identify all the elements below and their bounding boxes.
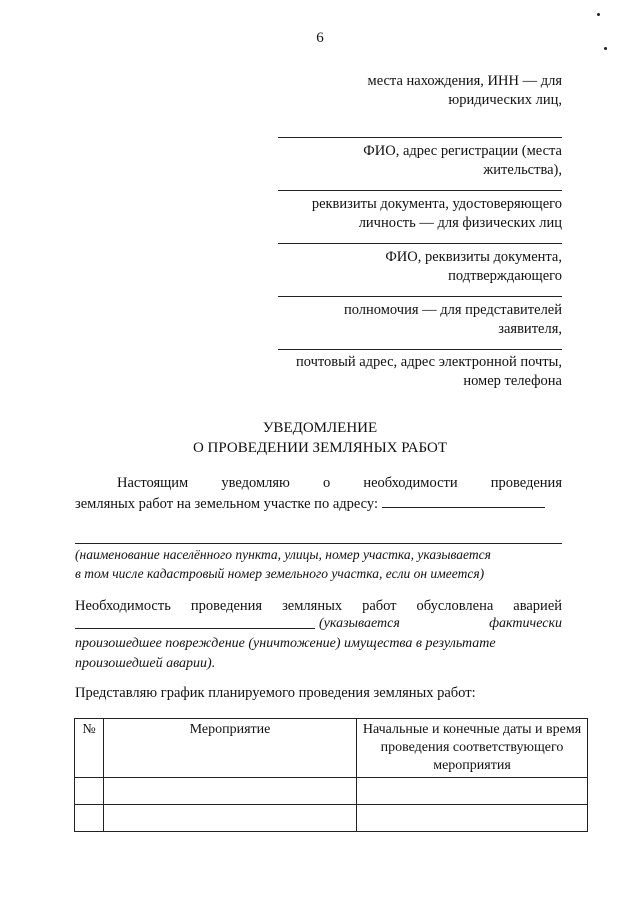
field-caption-line: подтверждающего (448, 268, 562, 284)
column-header-number: № (75, 719, 104, 778)
word: проведения (490, 475, 562, 491)
table-row (75, 805, 588, 832)
word: земляных (282, 598, 343, 614)
scan-speck (604, 47, 607, 50)
schedule-intro: Представляю график планируемого проведения земляных работ: (75, 685, 476, 701)
hint-line: произошедшей аварии). (75, 656, 216, 671)
field-caption-line: личность — для физических лиц (358, 215, 562, 231)
field-caption-line: номер телефона (463, 373, 562, 389)
word: Настоящим (117, 475, 189, 491)
table-cell[interactable] (104, 778, 357, 805)
hint-line: (наименование населённого пункта, улицы, номер участка, указывается (75, 547, 491, 562)
word: работ (362, 598, 397, 614)
applicant-field-representative-document (262, 248, 562, 286)
title-line: УВЕДОМЛЕНИЕ (262, 420, 378, 436)
schedule-table (74, 718, 588, 832)
address-label: земляных работ на земельном участке по адресу: (75, 496, 379, 512)
title-line: О ПРОВЕДЕНИИ ЗЕМЛЯНЫХ РАБОТ (192, 440, 448, 456)
field-caption-line: заявителя, (498, 321, 562, 337)
accident-hint (75, 634, 562, 674)
word: проведения (190, 598, 263, 614)
notice-first-line (117, 473, 562, 493)
page-number: 6 (316, 30, 324, 46)
applicant-field-identity-document (262, 195, 562, 233)
column-header-dates: Начальные и конечные даты и время проведения соответствующего мероприятия (357, 719, 588, 778)
table-row (75, 778, 588, 805)
field-caption-line: почтовый адрес, адрес электронной почты, (295, 354, 562, 370)
field-caption-line: жительства), (483, 162, 562, 178)
word: фактически (489, 616, 562, 631)
address-blank[interactable] (382, 493, 545, 508)
fill-line (278, 243, 562, 244)
hint-line: в том числе кадастровый номер земельного участка, если он имеется) (75, 566, 485, 581)
word: (указывается (319, 616, 400, 631)
applicant-field-legal-entity (262, 72, 562, 110)
field-caption-line: полномочия — для представителей (343, 302, 562, 318)
field-caption-line: ФИО, реквизиты документа, (385, 249, 562, 265)
table-cell[interactable] (357, 778, 588, 805)
applicant-field-full-name-address (262, 142, 562, 180)
address-hint (75, 545, 562, 583)
fill-line (278, 137, 562, 138)
word: обусловлена (416, 598, 494, 614)
scan-speck (597, 13, 600, 16)
table-cell[interactable] (75, 805, 104, 832)
word: о (322, 475, 331, 491)
accident-second-line (75, 614, 562, 636)
table-cell[interactable] (104, 805, 357, 832)
document-title (60, 418, 580, 458)
fill-line (278, 190, 562, 191)
applicant-field-contacts (262, 353, 562, 391)
column-header-activity: Мероприятие (104, 719, 357, 778)
word: уведомляю (221, 475, 290, 491)
applicant-field-authority (262, 301, 562, 339)
accident-first-line (75, 596, 562, 616)
fill-line (278, 349, 562, 350)
word: Необходимость (75, 598, 171, 614)
field-caption-line: реквизиты документа, удостоверяющего (311, 196, 562, 212)
address-fill-line[interactable] (75, 543, 562, 544)
accident-blank[interactable] (75, 614, 315, 629)
hint-line: произошедшее повреждение (уничтожение) имущества в результате (75, 636, 496, 651)
word: необходимости (363, 475, 458, 491)
field-caption-line: ФИО, адрес регистрации (места (363, 143, 562, 159)
table-header-row (75, 719, 588, 778)
notice-address-line (75, 493, 565, 514)
fill-line (278, 296, 562, 297)
word: аварией (513, 598, 563, 614)
table-cell[interactable] (357, 805, 588, 832)
table-cell[interactable] (75, 778, 104, 805)
field-caption-line: юридических лиц, (448, 92, 562, 108)
field-caption-line: места нахождения, ИНН — для (367, 73, 562, 89)
